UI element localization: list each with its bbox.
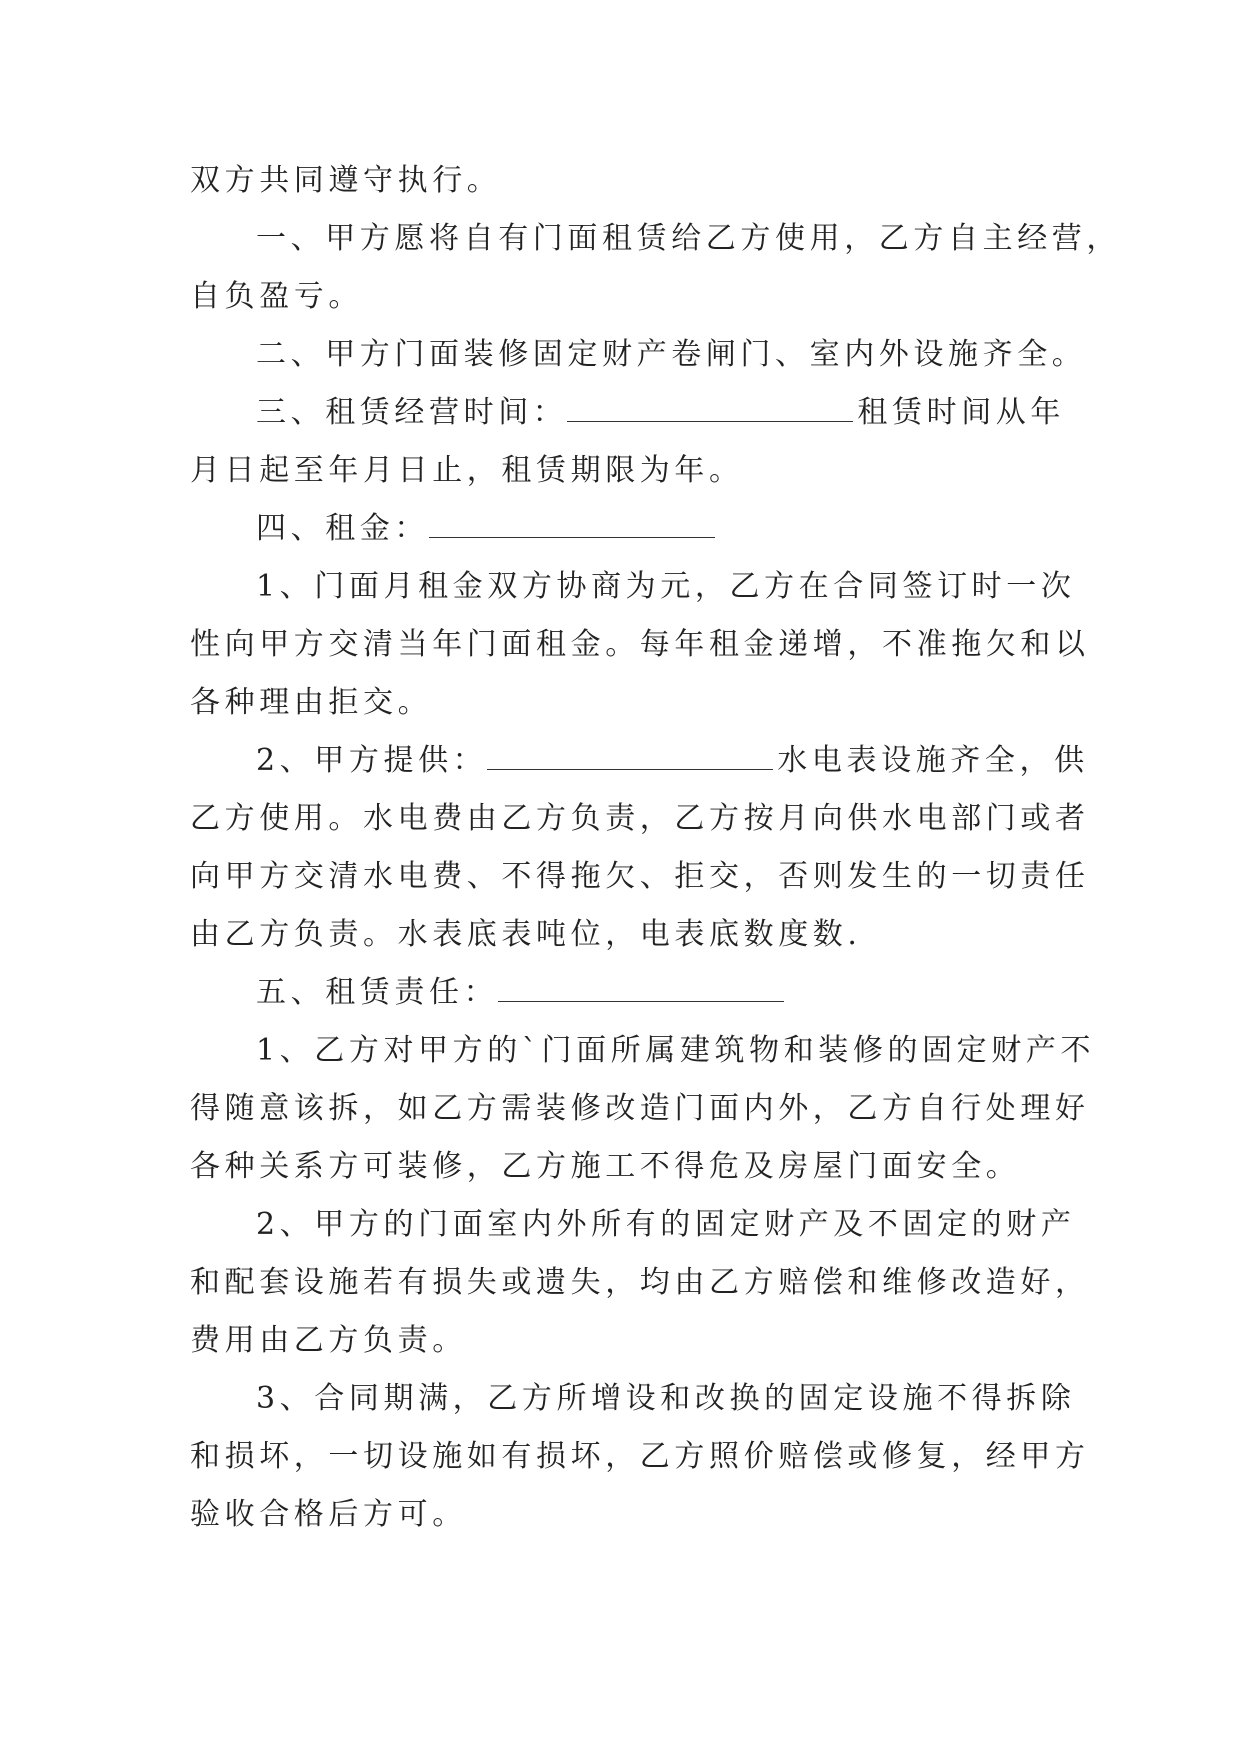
clause-4-2-continuation: 向甲方交清水电费、不得拖欠、拒交，否则发生的一切责任 <box>190 859 1090 894</box>
clause-5-3-continuation: 验收合格后方可。 <box>190 1497 467 1532</box>
clause-5-label: 五、租赁责任： <box>256 975 499 1010</box>
clause-4-label: 四、租金： <box>256 511 429 546</box>
clause-4-1-continuation: 各种理由拒交。 <box>190 685 433 720</box>
clause-4-2-label: 2、甲方提供： <box>256 743 488 778</box>
clause-5-line <box>256 964 784 1022</box>
clause-2-line: 二、甲方门面装修固定财产卷闸门、室内外设施齐全。 <box>256 337 1087 372</box>
fill-in-blank <box>498 967 784 1002</box>
clause-4-1-line: 1、门面月租金双方协商为元，乙方在合同签订时一次 <box>256 569 1076 604</box>
clause-3-tail: 租赁时间从年 <box>857 395 1066 430</box>
fill-in-blank <box>429 503 715 538</box>
clause-3-label: 三、租赁经营时间： <box>256 395 568 430</box>
clause-5-1-continuation: 各种关系方可装修，乙方施工不得危及房屋门面安全。 <box>190 1149 1021 1184</box>
clause-5-3-continuation: 和损坏，一切设施如有损坏，乙方照价赔偿或修复，经甲方 <box>190 1439 1090 1474</box>
clause-3-line <box>256 384 1065 442</box>
fill-in-blank <box>487 735 773 770</box>
clause-5-2-continuation: 费用由乙方负责。 <box>190 1323 467 1358</box>
clause-5-1-line: 1、乙方对甲方的`门面所属建筑物和装修的固定财产不 <box>256 1033 1096 1068</box>
fill-in-blank <box>567 387 853 422</box>
clause-5-1-continuation: 得随意该拆，如乙方需装修改造门面内外，乙方自行处理好 <box>190 1091 1090 1126</box>
clause-1-line: 一、甲方愿将自有门面租赁给乙方使用，乙方自主经营， <box>256 221 1121 256</box>
clause-5-2-line: 2、甲方的门面室内外所有的固定财产及不固定的财产 <box>256 1207 1076 1242</box>
clause-4-2-line <box>256 732 1089 790</box>
clause-3-continuation: 月日起至年月日止，租赁期限为年。 <box>190 453 744 488</box>
clause-4-2-tail: 水电表设施齐全，供 <box>777 743 1089 778</box>
clause-1-continuation: 自负盈亏。 <box>190 279 363 314</box>
clause-4-2-continuation: 乙方使用。水电费由乙方负责，乙方按月向供水电部门或者 <box>190 801 1090 836</box>
clause-5-2-continuation: 和配套设施若有损失或遗失，均由乙方赔偿和维修改造好， <box>190 1265 1090 1300</box>
clause-4-line <box>256 500 715 558</box>
clause-5-3-line: 3、合同期满，乙方所增设和改换的固定设施不得拆除 <box>256 1381 1076 1416</box>
clause-4-2-continuation: 由乙方负责。水表底表吨位，电表底数度数. <box>190 917 862 952</box>
text-line: 双方共同遵守执行。 <box>190 163 502 198</box>
clause-4-1-continuation: 性向甲方交清当年门面租金。每年租金递增，不准拖欠和以 <box>190 627 1090 662</box>
